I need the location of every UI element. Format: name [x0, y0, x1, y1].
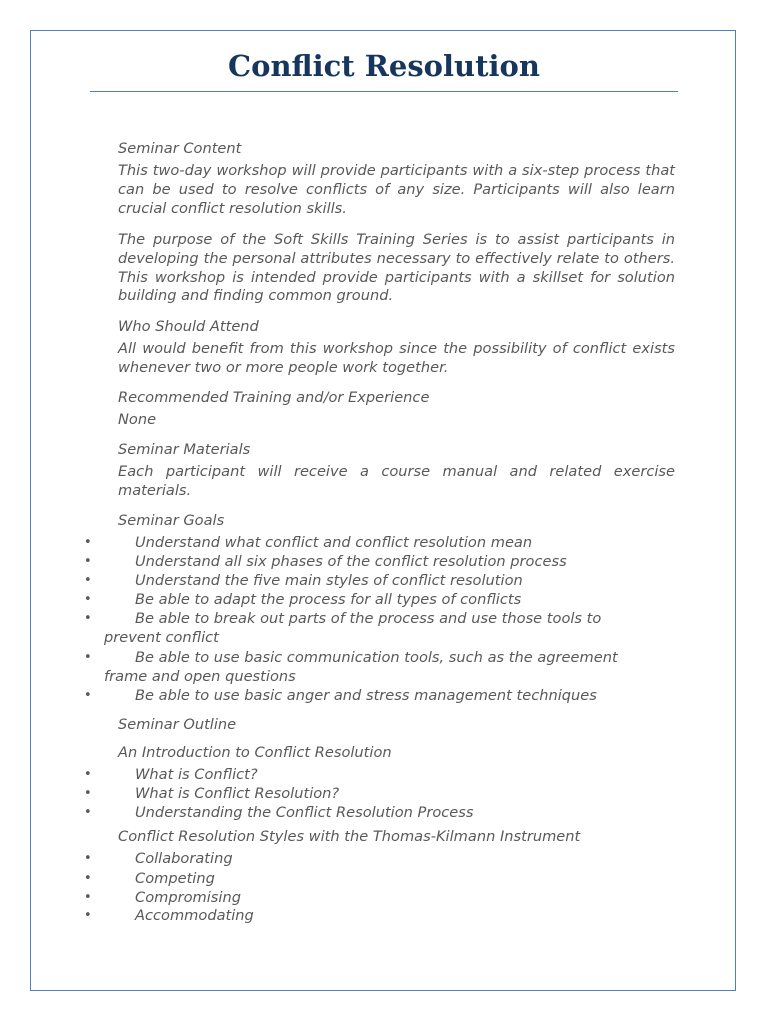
- paragraph-recommended-training: None: [118, 411, 157, 428]
- section-heading-seminar-outline: Seminar Outline: [118, 716, 237, 733]
- bullet-icon: •: [84, 688, 92, 703]
- list-item-text: Be able to use basic communication tools, such as the agreement frame and open questions: [104, 649, 618, 685]
- paragraph-seminar-content: This two-day workshop will provide participants with a six-step process that can be used to resolve conflicts of any size. Participants will also learn crucial conflict resolution skills.: [118, 162, 675, 217]
- section-heading-seminar-materials: Seminar Materials: [118, 441, 251, 458]
- list-item-text: Understand the five main styles of conflict resolution: [135, 572, 523, 589]
- subheading-introduction: An Introduction to Conflict Resolution: [118, 744, 392, 761]
- list-item-text: What is Conflict Resolution?: [135, 785, 340, 802]
- list-item-text: What is Conflict?: [135, 766, 258, 783]
- page-title: Conflict Resolution: [228, 49, 540, 83]
- bullet-icon: •: [84, 573, 92, 588]
- paragraph-seminar-materials: Each participant will receive a course manual and related exercise materials.: [118, 463, 675, 499]
- bullet-icon: •: [84, 805, 92, 820]
- list-item-text: Competing: [135, 870, 215, 887]
- list-item-text: Understand all six phases of the conflict resolution process: [135, 553, 567, 570]
- section-heading-seminar-content: Seminar Content: [118, 140, 242, 157]
- list-item-text: Collaborating: [135, 850, 233, 867]
- paragraph-who-should-attend: All would benefit from this workshop since the possibility of conflict exists whenever two or more people work together.: [118, 340, 675, 376]
- subheading-styles: Conflict Resolution Styles with the Thomas-Kilmann Instrument: [118, 828, 581, 845]
- bullet-icon: •: [84, 767, 92, 782]
- bullet-icon: •: [84, 554, 92, 569]
- bullet-icon: •: [84, 890, 92, 905]
- list-item-text: Be able to adapt the process for all types of conflicts: [135, 591, 522, 608]
- bullet-icon: •: [84, 611, 92, 626]
- bullet-icon: •: [84, 908, 92, 923]
- bullet-icon: •: [84, 851, 92, 866]
- bullet-icon: •: [84, 871, 92, 886]
- paragraph-purpose: The purpose of the Soft Skills Training Series is to assist participants in developing the personal attributes necessary to effectively relate to others. This workshop is intended provide participants with a skillset for solution building and finding common ground.: [118, 231, 675, 305]
- list-item-text: Be able to break out parts of the process and use those tools to prevent conflict: [104, 610, 602, 646]
- bullet-icon: •: [84, 650, 92, 665]
- bullet-icon: •: [84, 535, 92, 550]
- section-heading-recommended-training: Recommended Training and/or Experience: [118, 389, 430, 406]
- section-heading-who-should-attend: Who Should Attend: [118, 318, 259, 335]
- bullet-icon: •: [84, 592, 92, 607]
- list-item-text: Accommodating: [135, 907, 254, 924]
- list-item-text: Understand what conflict and conflict resolution mean: [135, 534, 533, 551]
- list-item-text: Understanding the Conflict Resolution Process: [135, 804, 474, 821]
- bullet-icon: •: [84, 786, 92, 801]
- list-item-text: Compromising: [135, 889, 241, 906]
- section-heading-seminar-goals: Seminar Goals: [118, 512, 225, 529]
- title-divider: [90, 91, 678, 92]
- list-item-text: Be able to use basic anger and stress management techniques: [135, 687, 597, 704]
